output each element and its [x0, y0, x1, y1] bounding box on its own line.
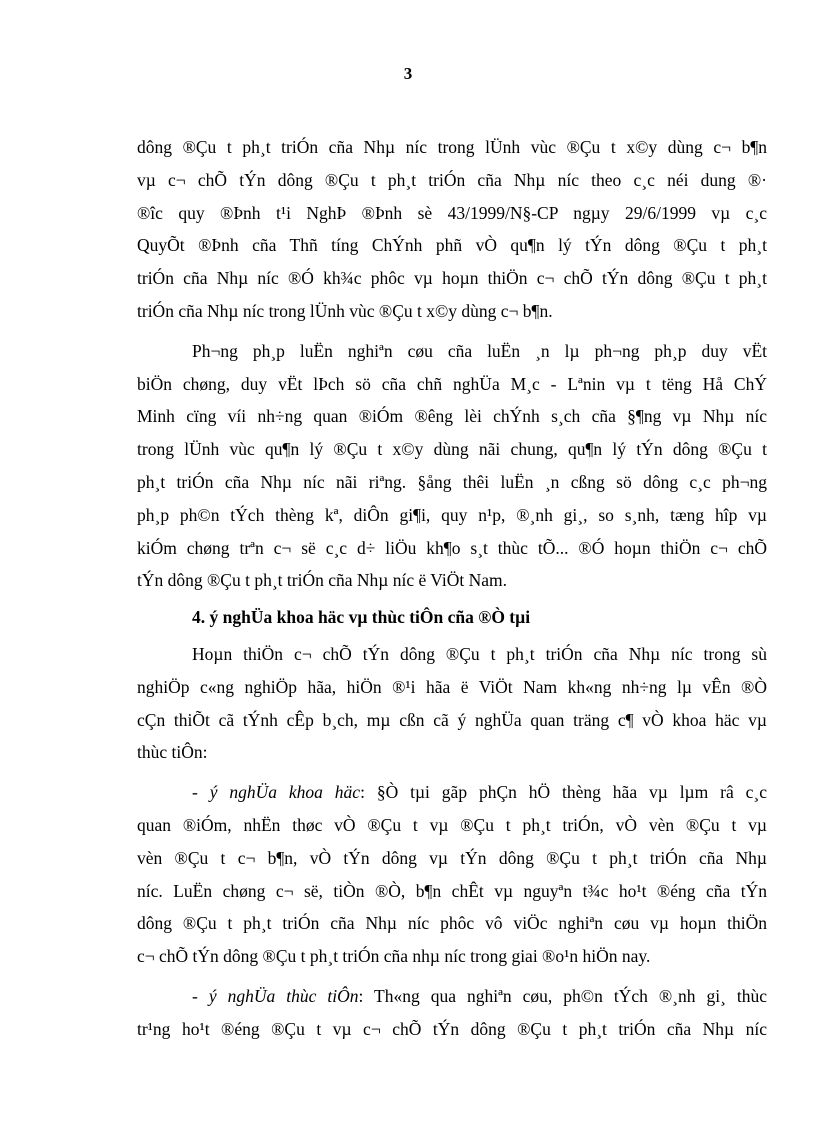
body-text	[137, 131, 767, 1046]
text-line: triÓn cña Nhµ níc trong lÜnh vùc ®Çu t x©y dùng c¬ b¶n.	[137, 300, 553, 321]
text-line: cÇn thiÕt cã tÝnh cÊp b¸ch, mµ cßn cã ý nghÜa quan träng c¶ vÒ khoa häc vµ	[137, 709, 767, 730]
text-line: ®îc quy ®Þnh t¹i NghÞ ®Þnh sè 43/1999/N§-CP ngµy 29/6/1999 vµ c¸c	[137, 202, 767, 223]
page-number: 3	[403, 64, 413, 83]
practice-label: ý nghÜa thùc tiÔn	[208, 985, 359, 1006]
text-line: dông ®Çu t ph¸t triÓn cña Nhµ níc phôc vô viÖc nghiªn cøu vµ hoµn thiÖn	[137, 913, 767, 934]
text-line: tÝn dông ®Çu t ph¸t triÓn cña Nhµ níc ë ViÖt Nam.	[137, 570, 508, 591]
paragraph-significance	[137, 638, 767, 769]
text-line: triÓn cña Nhµ níc ®Ó kh¾c phôc vµ hoµn thiÖn c¬ chÕ tÝn dông ®Çu t ph¸t	[137, 268, 767, 289]
paragraph-science	[137, 776, 767, 973]
text-line: ph¸p ph©n tÝch thèng kª, diÔn gi¶i, quy n¹p, ®¸nh gi¸, so s¸nh, tæng hîp vµ	[137, 504, 767, 525]
paragraph-practice	[137, 980, 767, 1046]
text-line: Hoµn thiÖn c¬ chÕ tÝn dông ®Çu t ph¸t triÓn cña Nhµ níc trong sù	[192, 643, 767, 664]
text-line: QuyÕt ®Þnh cña Thñ tíng ChÝnh phñ vÒ qu¶n lý tÝn dông ®Çu t ph¸t	[137, 235, 767, 256]
text-line: biÖn chøng, duy vËt lÞch sö cña chñ nghÜa M¸c - Lªnin vµ t tëng Hå ChÝ	[137, 373, 767, 394]
text-line: c¬ chÕ tÝn dông ®Çu t ph¸t triÓn cña nhµ níc trong giai ®o¹n hiÖn nay.	[137, 946, 651, 967]
text-line: Ph¬ng ph¸p luËn nghiªn cøu cña luËn ¸n lµ ph¬ng ph¸p duy vËt	[192, 340, 767, 361]
text-line: kiÓm chøng trªn c¬ së c¸c d÷ liÖu kh¶o s¸t thùc tÕ... ®Ó hoµn thiÖn c¬ chÕ	[137, 537, 767, 558]
paragraph-methodology	[137, 335, 767, 597]
section-heading: 4. ý nghÜa khoa häc vµ thùc tiÔn cña ®Ò tµi	[192, 607, 531, 628]
text-line: nghiÖp c«ng nghiÖp hãa, hiÖn ®¹i hãa ë ViÖt Nam kh«ng nh÷ng lµ vÊn ®Ò	[137, 676, 767, 697]
text-line: - ý nghÜa thùc tiÔn: Th«ng qua nghiªn cøu, ph©n tÝch ®¸nh gi¸ thùc	[192, 985, 768, 1006]
science-label: ý nghÜa khoa häc	[209, 782, 361, 803]
text-line: quan ®iÓm, nhËn thøc vÒ ®Çu t vµ ®Çu t ph¸t triÓn, vÒ vèn ®Çu t vµ	[137, 814, 767, 835]
text-line: dông ®Çu t ph¸t triÓn cña Nhµ níc trong lÜnh vùc ®Çu t x©y dùng c¬ b¶n	[137, 137, 767, 157]
text-line: vµ c¬ chÕ tÝn dông ®Çu t ph¸t triÓn cña Nhµ níc theo c¸c néi dung ®·	[137, 169, 767, 190]
text-line: thùc tiÔn:	[137, 742, 208, 763]
science-text: : §Ò tµi gãp phÇn hÖ thèng hãa vµ lµm râ c¸c	[360, 782, 767, 803]
text-line: tr¹ng ho¹t ®éng ®Çu t vµ c¬ chÕ tÝn dông ®Çu t ph¸t triÓn cña Nhµ níc	[137, 1018, 767, 1039]
text-line: - ý nghÜa khoa häc: §Ò tµi gãp phÇn hÖ thèng hãa vµ lµm râ c¸c	[192, 782, 767, 803]
text-line: ph¸t triÓn cña Nhµ níc nãi riªng. §ång thêi luËn ¸n cßng sö dông c¸c ph¬ng	[137, 471, 767, 492]
text-line: vèn ®Çu t c¬ b¶n, vÒ tÝn dông vµ tÝn dông ®Çu t ph¸t triÓn cña Nhµ	[137, 847, 767, 868]
text-line: trong lÜnh vùc qu¶n lý ®Çu t x©y dùng nãi chung, qu¶n lý tÝn dông ®Çu t	[137, 439, 767, 460]
text-line: níc. LuËn chøng c¬ së, tiÒn ®Ò, b¶n chÊt vµ nguyªn t¾c ho¹t ®éng cña tÝn	[137, 880, 767, 901]
text-line: Minh cïng víi nh÷ng quan ®iÓm ®êng lèi chÝnh s¸ch cña §¶ng vµ Nhµ níc	[137, 406, 767, 427]
paragraph-scope	[137, 131, 767, 328]
practice-text: : Th«ng qua nghiªn cøu, ph©n tÝch ®¸nh gi¸ thùc	[358, 985, 768, 1006]
